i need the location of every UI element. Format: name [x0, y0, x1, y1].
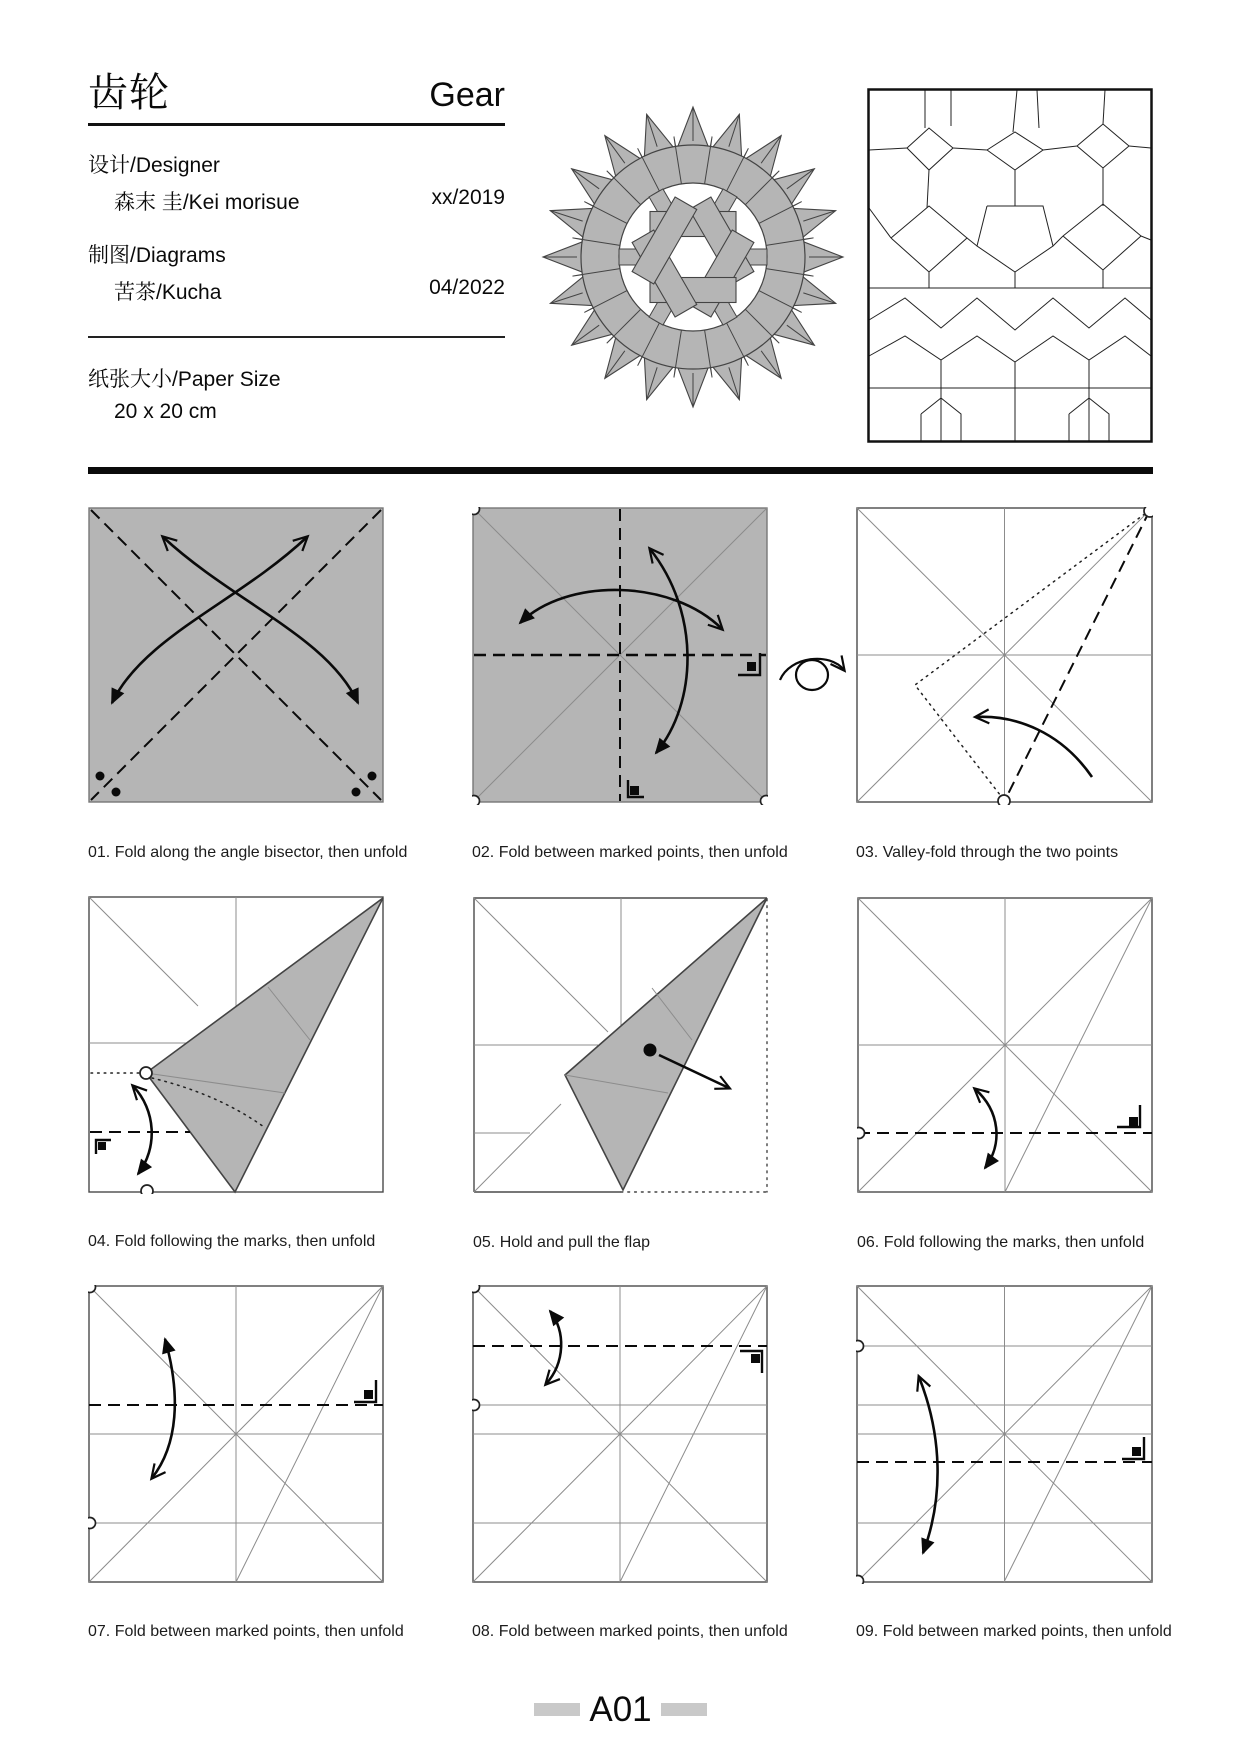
step-05-caption: 05. Hold and pull the flap	[473, 1234, 651, 1251]
mark-circle	[761, 796, 769, 806]
step-09	[856, 1285, 1172, 1641]
step-05-diagram	[473, 897, 769, 1195]
step-02-diagram	[472, 507, 768, 805]
header-rule	[88, 336, 505, 338]
title-row	[88, 72, 505, 126]
step-04-caption: 04. Fold following the marks, then unfold	[88, 1233, 376, 1250]
hold-point-dot	[644, 1044, 657, 1057]
mark-circle	[88, 1518, 96, 1529]
footer-bar-right	[661, 1703, 707, 1716]
step-06-diagram	[857, 897, 1153, 1195]
mark-dot	[368, 772, 377, 781]
step-08	[472, 1285, 788, 1641]
step-08-diagram	[472, 1285, 768, 1584]
crease-lines	[858, 898, 1152, 1192]
crease-lines	[857, 508, 1152, 802]
step-09-caption: 09. Fold between marked points, then unfold	[856, 1623, 1172, 1640]
step-03	[856, 507, 1152, 862]
step-03-diagram	[856, 507, 1153, 805]
step-07-diagram	[88, 1285, 384, 1584]
mark-dot	[112, 788, 121, 797]
paper-size-label: 纸张大小/Paper Size	[88, 368, 281, 391]
header	[88, 72, 505, 424]
mark-circle	[472, 796, 480, 806]
mark-circle	[472, 507, 480, 515]
turn-over-icon	[774, 646, 850, 698]
crease-lines	[89, 1286, 383, 1582]
mark-circle	[88, 1285, 96, 1293]
designer-date: xx/2019	[431, 186, 505, 209]
footer-bar-left	[534, 1703, 580, 1716]
crease-pattern-image	[867, 88, 1153, 443]
step-03-caption: 03. Valley-fold through the two points	[856, 844, 1119, 861]
step-07-caption: 07. Fold between marked points, then unfold	[88, 1623, 404, 1640]
step-06-caption: 06. Fold following the marks, then unfold	[857, 1234, 1145, 1251]
mark-circle	[472, 1400, 480, 1411]
designer-name: 森末 圭/Kei morisue	[114, 191, 300, 214]
step-01	[88, 507, 408, 862]
step-01-diagram	[88, 507, 384, 805]
section-divider	[88, 467, 1153, 474]
designer-row	[88, 186, 505, 216]
diagrams-label: 制图/Diagrams	[88, 244, 226, 267]
mark-dot	[352, 788, 361, 797]
mark-circle	[857, 1128, 865, 1139]
paper-size-value: 20 x 20 cm	[114, 400, 217, 423]
diagrams-date: 04/2022	[429, 276, 505, 299]
crease-lines	[857, 1286, 1152, 1582]
mark-circle	[856, 1576, 864, 1585]
step-04-diagram	[88, 896, 384, 1194]
step-07	[88, 1285, 404, 1641]
crease-lines	[473, 1286, 767, 1582]
step-02-caption: 02. Fold between marked points, then unfold	[472, 844, 788, 861]
step-06	[857, 897, 1153, 1252]
step-02	[472, 507, 788, 862]
page-number: A01	[589, 1690, 652, 1729]
mark-circle	[472, 1285, 480, 1293]
footer	[0, 1692, 1241, 1727]
diagrams-row	[88, 276, 505, 306]
mark-circle	[856, 1341, 864, 1352]
step-09-diagram	[856, 1285, 1153, 1584]
mark-circle	[141, 1185, 153, 1194]
mark-dot	[96, 772, 105, 781]
mark-circle	[140, 1067, 152, 1079]
gear-model-image	[540, 104, 846, 410]
page-title-en: Gear	[429, 76, 505, 115]
step-05	[473, 897, 769, 1252]
step-01-caption: 01. Fold along the angle bisector, then unfold	[88, 844, 408, 861]
page-title-cn: 齿轮	[88, 71, 170, 115]
mark-circle	[1144, 507, 1153, 517]
designer-label: 设计/Designer	[88, 154, 220, 177]
mark-circle	[998, 795, 1010, 805]
diagrams-name: 苦茶/Kucha	[114, 281, 222, 304]
step-04	[88, 896, 384, 1251]
step-08-caption: 08. Fold between marked points, then unfold	[472, 1623, 788, 1640]
